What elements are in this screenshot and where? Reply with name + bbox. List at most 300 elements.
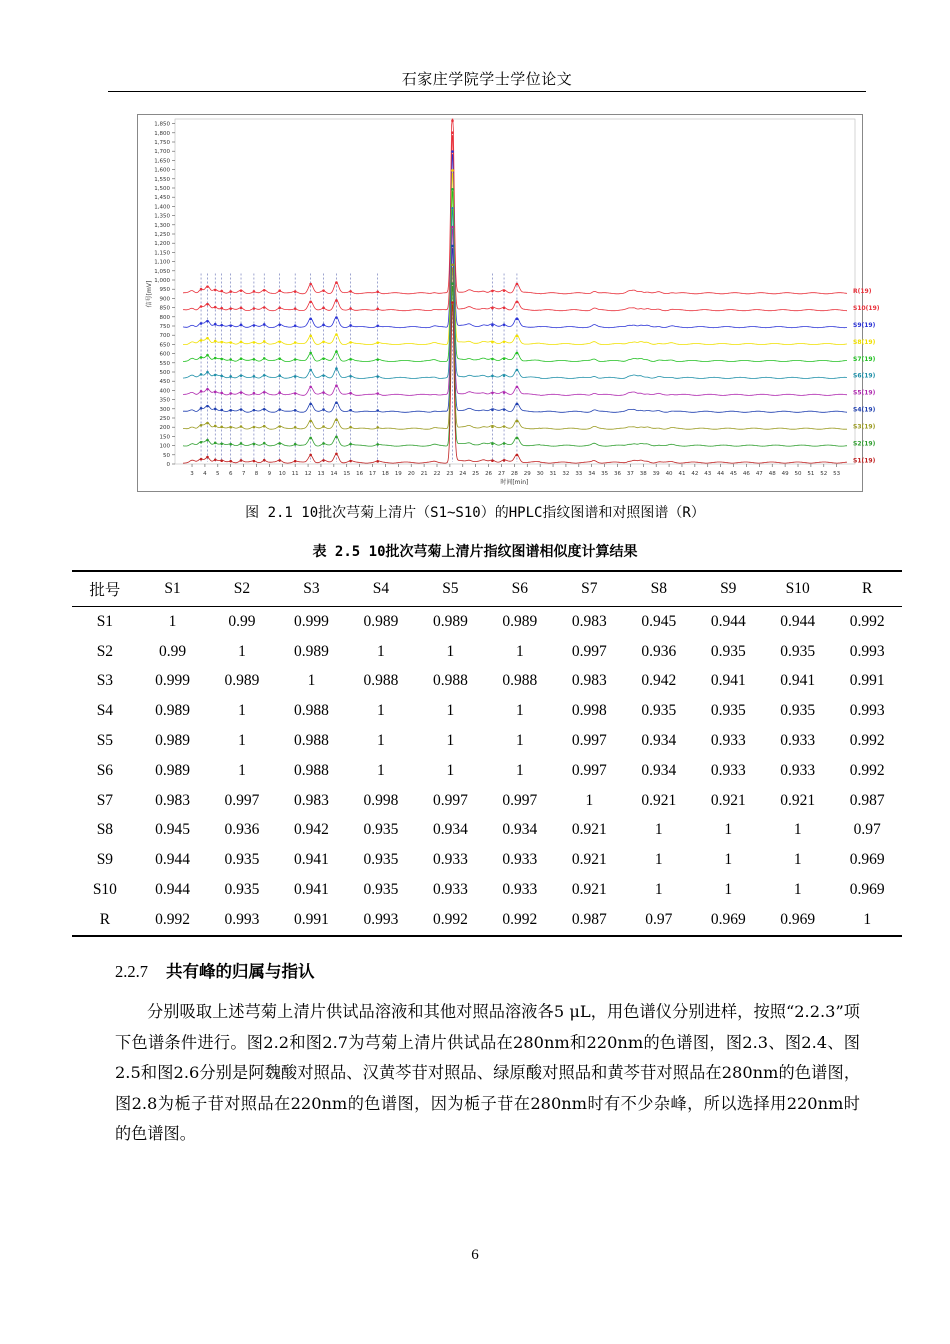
peak-point xyxy=(335,384,338,387)
x-tick-label: 40 xyxy=(665,471,673,477)
table-cell: 0.933 xyxy=(432,851,468,869)
table-cell: 0.987 xyxy=(849,791,885,809)
peak-point xyxy=(349,341,352,344)
table-cell: 0.97 xyxy=(645,910,673,928)
peak-point xyxy=(240,357,243,360)
peak-point xyxy=(229,375,232,378)
peak-point xyxy=(451,131,454,134)
peak-point xyxy=(214,408,217,411)
peak-point xyxy=(376,409,379,412)
table-cell: 0.989 xyxy=(502,612,538,630)
x-tick-label: 43 xyxy=(704,471,712,477)
table-cell: 0.921 xyxy=(571,821,607,839)
table-cell: 0.997 xyxy=(224,791,260,809)
table-cell: 0.997 xyxy=(432,791,468,809)
peak-point xyxy=(206,320,209,323)
x-tick-label: 49 xyxy=(781,471,789,477)
peak-point xyxy=(220,341,223,344)
x-tick-label: 38 xyxy=(639,471,647,477)
table-cell: 1 xyxy=(238,761,246,779)
peak-point xyxy=(309,283,312,286)
peak-point xyxy=(253,324,256,327)
peak-point xyxy=(294,324,297,327)
peak-point xyxy=(294,375,297,378)
peak-point xyxy=(294,392,297,395)
table-row xyxy=(72,667,902,697)
table-cell: 0.992 xyxy=(432,910,468,928)
peak-point xyxy=(491,409,494,412)
peak-point xyxy=(349,358,352,361)
y-tick-label: 1,050 xyxy=(154,268,170,275)
peak-point xyxy=(206,337,209,340)
x-tick-label: 35 xyxy=(601,471,609,477)
peak-point xyxy=(335,333,338,336)
table-cell: 0.983 xyxy=(155,791,190,809)
table-cell: 1 xyxy=(724,881,733,899)
table-cell: S1 xyxy=(96,612,114,630)
table-cell: 1 xyxy=(446,642,455,660)
peak-point xyxy=(322,289,325,292)
peak-point xyxy=(214,374,217,377)
table-cell: 0.997 xyxy=(502,791,538,809)
peak-point xyxy=(335,350,338,353)
table-header-cell: S6 xyxy=(485,571,554,607)
peak-point xyxy=(516,386,519,389)
y-tick-label: 650 xyxy=(159,342,170,349)
table-cell: 0.999 xyxy=(294,612,329,630)
y-tick-label: 1,200 xyxy=(154,241,170,248)
table-cell: S6 xyxy=(96,761,114,779)
peak-point xyxy=(516,437,519,440)
trace-label: S5(19) xyxy=(853,389,876,397)
table-cell: 0.988 xyxy=(294,761,329,779)
table-cell: 0.983 xyxy=(294,791,329,809)
x-tick-label: 26 xyxy=(485,471,493,477)
table-cell: 0.993 xyxy=(224,910,260,928)
peak-point xyxy=(322,340,325,343)
table-cell: 0.983 xyxy=(571,672,607,690)
peak-point xyxy=(214,323,217,326)
peak-point xyxy=(214,289,217,292)
table-cell: 1 xyxy=(654,851,663,869)
peak-point xyxy=(503,323,506,326)
x-tick-label: 23 xyxy=(446,471,454,477)
y-tick-label: 500 xyxy=(159,370,170,376)
peak-point xyxy=(214,459,217,462)
peak-point xyxy=(503,340,506,343)
y-tick-label: 1,750 xyxy=(154,140,170,146)
peak-point xyxy=(294,341,297,344)
x-tick-label: 33 xyxy=(575,471,583,477)
x-tick-label: 24 xyxy=(459,471,467,477)
table-cell: 0.935 xyxy=(363,851,399,869)
table-cell: 0.921 xyxy=(780,791,816,809)
peak-point xyxy=(349,409,352,412)
peak-point xyxy=(253,460,256,463)
x-tick-label: 44 xyxy=(717,471,725,477)
table-cell: 0.935 xyxy=(224,851,260,869)
x-tick-label: 8 xyxy=(254,471,259,477)
peak-point xyxy=(206,405,209,408)
table-cell: S8 xyxy=(96,821,114,839)
peak-point xyxy=(253,307,256,310)
peak-point xyxy=(206,354,209,357)
peak-point xyxy=(516,352,519,355)
trace-label: R(19) xyxy=(853,288,872,296)
peak-point xyxy=(335,299,338,302)
x-tick-label: 29 xyxy=(523,471,531,477)
peak-point xyxy=(451,169,454,172)
x-tick-label: 37 xyxy=(626,471,634,477)
peak-point xyxy=(220,409,223,412)
peak-point xyxy=(253,290,256,293)
figure-caption: 图 2.1 10批次芎菊上清片（S1~S10）的HPLC指纹图谱和对照图谱（R） xyxy=(245,505,705,521)
x-tick-label: 39 xyxy=(652,471,660,477)
y-tick-label: 1,500 xyxy=(154,186,170,192)
peak-point xyxy=(322,425,325,428)
peak-point xyxy=(322,391,325,394)
peak-point xyxy=(451,150,454,153)
peak-point xyxy=(200,390,203,393)
table-cell: 0.936 xyxy=(224,821,260,839)
peak-point xyxy=(253,443,256,446)
peak-point xyxy=(503,391,506,394)
peak-point xyxy=(376,460,379,463)
table-cell: 0.99 xyxy=(228,612,256,630)
table-cell: 0.997 xyxy=(571,761,607,779)
peak-point xyxy=(491,358,494,361)
peak-point xyxy=(278,307,281,310)
peak-point xyxy=(229,426,232,429)
peak-point xyxy=(206,422,209,425)
x-tick-label: 50 xyxy=(794,471,802,477)
peak-point xyxy=(278,340,281,343)
table-row xyxy=(72,696,902,726)
x-tick-label: 14 xyxy=(330,471,338,477)
table-cell: 0.935 xyxy=(780,642,816,660)
table-header-cell: S10 xyxy=(763,571,832,607)
peak-point xyxy=(451,264,454,267)
peak-point xyxy=(263,442,266,445)
peak-point xyxy=(491,290,494,293)
table-cell: 0.941 xyxy=(710,672,746,690)
table-cell: 1 xyxy=(515,642,524,660)
hplc-fingerprint-figure xyxy=(137,114,880,492)
table-cell: 1 xyxy=(446,702,455,720)
peak-point xyxy=(503,425,506,428)
table-cell: 0.945 xyxy=(641,612,677,630)
y-tick-label: 550 xyxy=(159,360,170,367)
table-cell: 0.997 xyxy=(571,642,607,660)
peak-point xyxy=(376,426,379,429)
peak-point xyxy=(278,408,281,411)
peak-point xyxy=(229,341,232,344)
peak-point xyxy=(335,281,338,284)
trace-label: S9(19) xyxy=(853,321,876,329)
peak-point xyxy=(206,285,209,288)
y-tick-label: 700 xyxy=(159,333,170,340)
table-cell: 1 xyxy=(446,761,455,779)
y-tick-label: 1,650 xyxy=(154,158,170,165)
peak-point xyxy=(253,375,256,378)
table-header-cell: S4 xyxy=(346,571,415,607)
peak-point xyxy=(491,442,494,445)
x-tick-label: 53 xyxy=(833,471,841,477)
peak-point xyxy=(309,437,312,440)
table-header-row xyxy=(72,571,902,607)
peak-point xyxy=(309,369,312,372)
peak-point xyxy=(253,358,256,361)
table-cell: 0.992 xyxy=(502,910,538,928)
x-tick-label: 41 xyxy=(678,471,686,477)
table-cell: 1 xyxy=(654,821,663,839)
table-header-cell: R xyxy=(832,571,902,607)
peak-point xyxy=(349,460,352,463)
peak-point xyxy=(376,375,379,378)
table-cell: 0.969 xyxy=(780,910,816,928)
peak-point xyxy=(200,373,203,376)
trace-label: S3(19) xyxy=(853,423,876,431)
y-tick-label: 1,300 xyxy=(154,222,170,229)
peak-point xyxy=(263,289,266,292)
trace-label: S10(19) xyxy=(853,304,880,312)
table-cell: 0.934 xyxy=(432,821,468,839)
table-cell: 1 xyxy=(377,761,385,779)
peak-point xyxy=(335,452,338,455)
x-tick-label: 28 xyxy=(510,471,518,477)
table-cell: 0.942 xyxy=(641,672,677,690)
table-cell: 0.935 xyxy=(780,702,816,720)
y-tick-label: 450 xyxy=(159,379,170,386)
peak-point xyxy=(278,357,281,360)
peak-point xyxy=(294,307,297,310)
table-cell: 0.992 xyxy=(155,910,190,928)
peak-point xyxy=(229,409,232,412)
similarity-table xyxy=(72,570,902,937)
table-cell: 0.989 xyxy=(155,702,190,720)
peak-point xyxy=(349,392,352,395)
table-cell: 0.993 xyxy=(363,910,399,928)
trace-label: S4(19) xyxy=(853,406,876,414)
table-cell: S4 xyxy=(96,702,114,720)
table-cell: 0.997 xyxy=(571,732,607,750)
peak-point xyxy=(278,374,281,377)
y-tick-label: 800 xyxy=(159,314,170,321)
peak-point xyxy=(349,290,352,293)
peak-point xyxy=(278,425,281,428)
section-title: 共有峰的归属与指认 xyxy=(166,962,315,981)
table-cell: 0.935 xyxy=(710,702,746,720)
peak-point xyxy=(349,375,352,378)
table-cell: S9 xyxy=(96,851,114,869)
table-cell: 0.983 xyxy=(571,612,607,630)
peak-point xyxy=(503,459,506,462)
table-cell: 0.921 xyxy=(571,851,607,869)
table-cell: 0.935 xyxy=(641,702,677,720)
x-tick-label: 22 xyxy=(433,471,441,477)
peak-point xyxy=(220,290,223,293)
peak-point xyxy=(240,391,243,394)
table-cell: 0.935 xyxy=(224,881,260,899)
table-cell: 0.944 xyxy=(780,612,816,630)
table-cell: 1 xyxy=(654,881,663,899)
x-tick-label: 30 xyxy=(536,471,544,477)
table-cell: 0.921 xyxy=(641,791,677,809)
table-cell: 1 xyxy=(238,702,246,720)
peak-point xyxy=(376,358,379,361)
peak-point xyxy=(229,392,232,395)
y-tick-label: 750 xyxy=(159,324,170,330)
peak-point xyxy=(376,392,379,395)
peak-point xyxy=(349,426,352,429)
table-cell: 1 xyxy=(307,672,316,690)
x-tick-label: 32 xyxy=(562,471,570,477)
table-cell: 0.933 xyxy=(432,881,468,899)
peak-point xyxy=(294,443,297,446)
table-row xyxy=(72,607,902,637)
table-row xyxy=(72,726,902,756)
table-cell: 0.969 xyxy=(710,910,746,928)
table-cell: 0.992 xyxy=(849,732,885,750)
peak-point xyxy=(253,426,256,429)
peak-point xyxy=(335,401,338,404)
peak-point xyxy=(335,367,338,370)
table-cell: 0.921 xyxy=(710,791,746,809)
peak-point xyxy=(322,408,325,411)
peak-point xyxy=(263,425,266,428)
table-header-cell: S2 xyxy=(207,571,276,607)
peak-point xyxy=(451,245,454,248)
table-header-cell: S3 xyxy=(277,571,346,607)
x-tick-label: 18 xyxy=(381,471,389,477)
peak-point xyxy=(335,316,338,319)
peak-point xyxy=(229,460,232,463)
table-row xyxy=(72,637,902,667)
peak-point xyxy=(214,357,217,360)
table-cell: 0.97 xyxy=(853,821,881,839)
peak-point xyxy=(220,442,223,445)
x-tick-label: 13 xyxy=(317,471,325,477)
peak-point xyxy=(451,301,454,304)
peak-point xyxy=(516,420,519,423)
table-cell: 1 xyxy=(377,732,385,750)
peak-point xyxy=(240,374,243,377)
table-cell: 1 xyxy=(238,732,246,750)
peak-point xyxy=(220,459,223,462)
peak-point xyxy=(240,307,243,310)
figure-frame xyxy=(138,115,863,492)
section-number: 2.2.7 xyxy=(115,962,148,981)
peak-point xyxy=(294,409,297,412)
table-cell: 0.998 xyxy=(571,702,607,720)
peak-point xyxy=(516,454,519,457)
peak-point xyxy=(516,283,519,286)
table-cell: 0.988 xyxy=(432,672,468,690)
table-cell: 0.934 xyxy=(641,761,677,779)
table-cell: 0.987 xyxy=(571,910,607,928)
x-tick-label: 5 xyxy=(216,471,220,477)
peak-point xyxy=(200,322,203,325)
y-tick-label: 1,700 xyxy=(154,149,170,156)
hplc-chart xyxy=(137,114,880,492)
table-header-cell: S7 xyxy=(555,571,624,607)
peak-point xyxy=(278,442,281,445)
peak-point xyxy=(214,425,217,428)
x-tick-label: 19 xyxy=(394,471,402,477)
peak-point xyxy=(263,459,266,462)
y-tick-label: 1,800 xyxy=(154,130,170,137)
peak-point xyxy=(335,418,338,421)
peak-point xyxy=(240,425,243,428)
table-cell: R xyxy=(99,910,111,928)
peak-point xyxy=(376,324,379,327)
peak-point xyxy=(309,318,312,321)
trace-label: S6(19) xyxy=(853,372,876,380)
peak-point xyxy=(322,357,325,360)
peak-point xyxy=(503,408,506,411)
x-tick-label: 20 xyxy=(407,471,415,477)
peak-point xyxy=(491,426,494,429)
table-cell: 0.988 xyxy=(294,702,329,720)
table-row xyxy=(72,816,902,846)
table-header-cell: S1 xyxy=(138,571,207,607)
peak-point xyxy=(206,388,209,391)
peak-point xyxy=(253,409,256,412)
y-tick-label: 850 xyxy=(159,305,170,312)
table-cell: 0.944 xyxy=(710,612,746,630)
peak-point xyxy=(200,441,203,444)
y-tick-label: 150 xyxy=(159,434,170,441)
table-cell: 0.934 xyxy=(502,821,538,839)
table-row xyxy=(72,905,902,936)
table-cell: 0.933 xyxy=(710,761,746,779)
peak-point xyxy=(503,442,506,445)
peak-point xyxy=(278,323,281,326)
peak-point xyxy=(240,289,243,292)
trace-label: S7(19) xyxy=(853,355,876,363)
y-tick-label: 900 xyxy=(159,296,170,303)
table-cell: 0.993 xyxy=(849,702,885,720)
table-cell: 1 xyxy=(515,702,524,720)
page-number: 6 xyxy=(471,1247,479,1263)
table-cell: 1 xyxy=(377,642,385,660)
peak-point xyxy=(309,386,312,389)
x-tick-label: 47 xyxy=(755,471,763,477)
y-tick-label: 0 xyxy=(166,462,170,468)
table-header-cell: S5 xyxy=(416,571,485,607)
table-cell: 0.969 xyxy=(849,881,885,899)
peak-point xyxy=(220,375,223,378)
table-cell: 0.992 xyxy=(849,761,885,779)
x-tick-label: 34 xyxy=(588,471,596,477)
table-cell: 0.989 xyxy=(155,732,190,750)
table-cell: 0.944 xyxy=(155,881,190,899)
table-cell: 1 xyxy=(793,881,802,899)
peak-point xyxy=(491,459,494,462)
peak-point xyxy=(516,301,519,304)
table-cell: 0.991 xyxy=(294,910,329,928)
x-tick-label: 10 xyxy=(278,471,286,477)
table-cell: 1 xyxy=(168,612,177,630)
table-cell: S3 xyxy=(96,672,114,690)
peak-point xyxy=(214,306,217,309)
table-cell: S7 xyxy=(96,791,114,809)
x-tick-label: 11 xyxy=(291,471,299,477)
x-tick-label: 7 xyxy=(241,471,246,477)
table-cell: 0.989 xyxy=(432,612,468,630)
peak-point xyxy=(278,459,281,462)
y-tick-label: 200 xyxy=(159,425,170,432)
